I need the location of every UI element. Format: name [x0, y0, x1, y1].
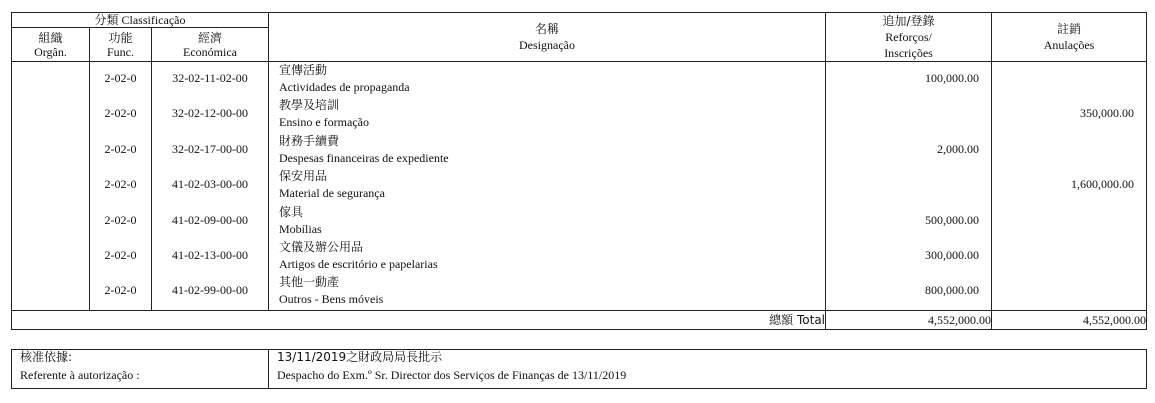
table-row-cancellation — [992, 274, 1146, 309]
table-row-reinforcement: 2,000.00 — [937, 141, 980, 156]
table-row-eco: 41-02-09-00-00 — [172, 212, 248, 227]
authorization-label-pt: Referente à autorização : — [20, 368, 140, 382]
table-row-designation — [269, 204, 825, 239]
designation-zh: 財務手續費 — [279, 133, 340, 148]
header-row-1 — [12, 13, 1147, 28]
table-row-designation — [269, 274, 825, 309]
body-row — [12, 62, 1147, 311]
budget-table — [11, 12, 1147, 330]
table-row-designation — [269, 168, 825, 203]
table-row-designation — [269, 239, 825, 274]
total-row — [12, 311, 1147, 330]
eco-column — [152, 62, 269, 311]
table-row-designation — [269, 62, 825, 97]
authorization-label — [12, 350, 269, 389]
designation-pt: Mobílias — [279, 221, 322, 236]
table-row-func: 2-02-0 — [104, 106, 137, 121]
table-row-func: 2-02-0 — [104, 247, 137, 262]
table-row-reinforcement: 100,000.00 — [925, 71, 980, 85]
table-row-cancellation: 350,000.00 — [1080, 106, 1135, 121]
table-row-reinforcement: 300,000.00 — [925, 247, 980, 262]
designation-column — [269, 62, 826, 311]
table-row-func: 2-02-0 — [104, 71, 137, 85]
table-row-eco: 41-02-13-00-00 — [172, 247, 248, 262]
designation-zh: 保安用品 — [279, 169, 328, 184]
table-row-func: 2-02-0 — [104, 141, 137, 156]
designation-pt: Ensino e formação — [279, 115, 369, 130]
table-row-reinforcement — [826, 168, 991, 203]
table-row-designation — [269, 133, 825, 168]
table-row-cancellation — [992, 239, 1146, 274]
table-row-func: 2-02-0 — [104, 177, 137, 192]
authorization-table — [11, 349, 1147, 389]
designation-pt: Artigos de escritório e papelarias — [279, 256, 438, 271]
designation-zh: 宣傳活動 — [279, 63, 328, 77]
authorization-row — [12, 350, 1147, 389]
total-cancellations: 4,552,000.00 — [992, 311, 1147, 330]
table-row-reinforcement: 800,000.00 — [925, 283, 980, 298]
authorization-text-zh: 13/11/2019之財政局局長批示 — [277, 350, 443, 364]
table-row-func: 2-02-0 — [104, 212, 137, 227]
table-row-eco: 41-02-03-00-00 — [172, 177, 248, 192]
func-column — [90, 62, 152, 311]
designation-pt: Actividades de propaganda — [279, 80, 410, 94]
table-row-reinforcement — [826, 97, 991, 132]
reinforcements-column — [826, 62, 992, 311]
table-row-cancellation — [992, 62, 1146, 97]
table-row-designation — [269, 97, 825, 132]
designation-header: 名稱 Designação — [269, 13, 826, 62]
total-label: 總額 Total — [12, 311, 826, 330]
designation-zh: 文儀及辦公用品 — [279, 239, 364, 254]
designation-pt: Outros - Bens móveis — [279, 292, 384, 307]
cancellations-column — [992, 62, 1147, 311]
organ-header: 組織 Orgân. — [12, 28, 90, 62]
designation-zh: 教學及培訓 — [279, 98, 340, 113]
table-row-cancellation — [992, 133, 1146, 168]
classification-header: 分類 Classificação — [12, 13, 269, 28]
designation-zh: 傢具 — [279, 204, 304, 219]
total-reinforcements: 4,552,000.00 — [826, 311, 992, 330]
table-row-reinforcement: 500,000.00 — [925, 212, 980, 227]
table-row-cancellation: 1,600,000.00 — [1071, 177, 1135, 192]
organ-column — [12, 62, 90, 311]
cancellations-header: 註銷 Anulações — [992, 13, 1147, 62]
table-row-eco: 32-02-11-02-00 — [172, 71, 248, 85]
designation-pt: Material de segurança — [279, 186, 385, 201]
eco-header: 經濟 Económica — [152, 28, 269, 62]
table-row-eco: 41-02-99-00-00 — [172, 283, 248, 298]
reinforcements-header: 追加/登錄 Reforços/ Inscrições — [826, 13, 992, 62]
designation-pt: Despesas financeiras de expediente — [279, 150, 449, 165]
authorization-text-pt: Despacho do Exm.º Sr. Director dos Serviços de Finanças de 13/11/2019 — [277, 368, 627, 382]
designation-zh: 其他一動產 — [279, 275, 340, 290]
table-row-func: 2-02-0 — [104, 283, 137, 298]
table-row-eco: 32-02-17-00-00 — [172, 141, 248, 156]
table-row-cancellation — [992, 204, 1146, 239]
authorization-label-zh: 核准依據: — [20, 350, 73, 364]
authorization-text — [269, 350, 1147, 389]
func-header: 功能 Func. — [90, 28, 152, 62]
table-row-eco: 32-02-12-00-00 — [172, 106, 248, 121]
